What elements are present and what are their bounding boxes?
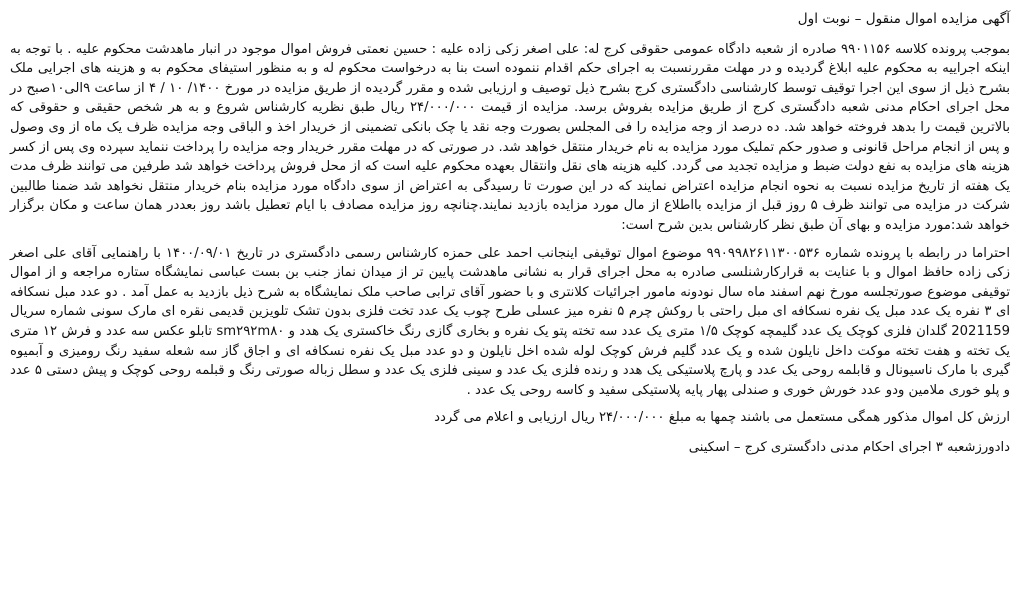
valuation-statement: ارزش کل اموال مذکور همگی مستعمل می باشند چمها به مبلغ ۲۴/۰۰۰/۰۰۰ ریال ارزیابی و اعلام می گردد [434, 410, 1010, 426]
signature-line: دادورزشعبه ۳ اجرای احکام مدنی دادگستری کرج – اسکینی [688, 439, 1010, 455]
case-details-paragraph: بموجب پرونده کلاسه ۹۹۰۱۱۵۶ صادره از شعبه دادگاه عمومی حقوقی کرج له: علی اصغر زکی زاده علیه : حسین نعمتی فروش اموال موجود در انبار ماهدشت محکوم علیه . با توجه به اینکه اجراییه به محکوم علیه ابلاغ گردیده و در مهلت مقررنسبت به اجرای حکم اقدام ننموده است بنا به درخواست محکوم له و به منظور استیفای محکوم به و هزینه های اجرایی ملک بشرح ذیل از سوی این اجرا توقیف توسط کارشناسی دادگستری کرج بشرح ذیل توصیف و ارزیابی شده و مقرر گردیده از طریق مزایده در مورخ ۱۴۰۰/ ۱۰ / ۴ از ساعت ۹الی۱۰صبح در محل اجرای احکام مدنی شعبه دادگستری کرج از طریق مزایده بفروش برسد. مزایده از قیمت ۲۴/۰۰۰/۰۰۰ ریال طبق نظریه کارشناس شروع و به هر شخص حقیقی و حقوقی که بالاترین قیمت را بدهد فروخته خواهد شد. ده درصد از وجه مزایده را فی المجلس بصورت وجه نقد یا چک بانکی تضمینی از خریدار اخذ و الباقی وجه مزایده ظرف یک ماه از وی وصول و پس از انجام مراحل قانونی و صدور حکم تملیک مورد مزایده به نام خریدار منتقل خواهد شد. در صورتی که در مهلت مقرر خریدار وجه مزایده را پرداخت ننماید سپرده وی پس از کسر هزینه های مزایده به نفع دولت ضبط و مزایده تجدید می گردد. کلیه هزینه های نقل وانتقال بعهده محکوم علیه است که از محل فروش پرداخت خواهد شد طرفین می توانند ظرف مدت یک هفته از تاریخ مزایده نسبت به نحوه انجام مزایده اعتراض نمایند که در این صورت تا رسیدگی به اعتراض از سوی دادگاه مورد مزایده بنام خریدار منتقل نخواهد شد ضمنا طالبین شرکت در مزایده می توانند ظرف ۵ روز قبل از مزایده بااطلاع از مال مورد مزایده بازدید نمایند.چنانچه روز مزایده مصادف با ایام تعطیل باشد روز بعددر همان ساعت و مکان برگزار خواهد شد:مورد مزایده و بهای آن طبق نظر کارشناس بدین شرح است: [10, 41, 1011, 233]
notice-title: آگهی مزایده اموال منقول – نوبت اول [797, 11, 1010, 27]
expert-report-paragraph: احتراما در رابطه با پرونده شماره ۹۹۰۹۹۸۲۶۱۱۳۰۰۵۳۶ موضوع اموال توقیفی اینجانب احمد علی حمزه کارشناس رسمی دادگستری در تاریخ ۱۴۰۰/۰۹/۰۱ با راهنمایی آقای علی اصغر زکی زاده حافظ اموال و با عنایت به قرارکارشنلسی صادره به محل اجرای قرار به نشانی ماهدشت پایین تر از میدان نماز جنب بن بست عباسی نمایشگاه ستاره مراجعه و از اموال توقیفی موضوع صورتجلسه مورخ نهم اسفند ماه سال نودونه مامور اجرائیات کلانتری و با حضور آقای ترابی صاحب ملک نمایشگاه به شرح ذیل بازدید به عمل آمد . دو عدد مبل نسکافه ای ۳ نفره یک عدد مبل یک نفره نسکافه ای مبل راحتی با روکش چرم ۵ نفره میز عسلی طرح چوب یک عدد تخت فلزی بدون تشک تلویزین قدیمی نقره ای مارک سونی شماره سریال 2021159 گلدان فلزی کوچک یک عدد گلیمچه کوچک ۱/۵ متری یک عدد سه تخته پتو یک نفره و بخاری گازی رنگ خاکستری یک هدد و sm۲۹۲m۸۰ تابلو عکس سه عدد و فرش ۱۲ متری یک تخته و هفت تخته موکت داخل نایلون شده و یک عدد گلیم فرش کوچک لوله شده اخل نایلون و دو عدد مبل یک نفره نسکافه ای و اجاق گاز سه شعله سفید رنگ رومیزی و آبمیوه گیری با مارک ناسیونال و قابلمه روحی یک عدد و پارچ پلاستیکی یک هدد و رنده فلزی یک عدد و سینی فلزی یک عدد و سطل زباله صورتی رنگ و قبلمه روحی کوچک و پیش دستی ۵ عدد و پلو خوری ملامین ودو عدد خورش خوری و صندلی پهار پایه پلاستیکی سفید و کاسه روحی یک عدد . [10, 245, 1011, 398]
